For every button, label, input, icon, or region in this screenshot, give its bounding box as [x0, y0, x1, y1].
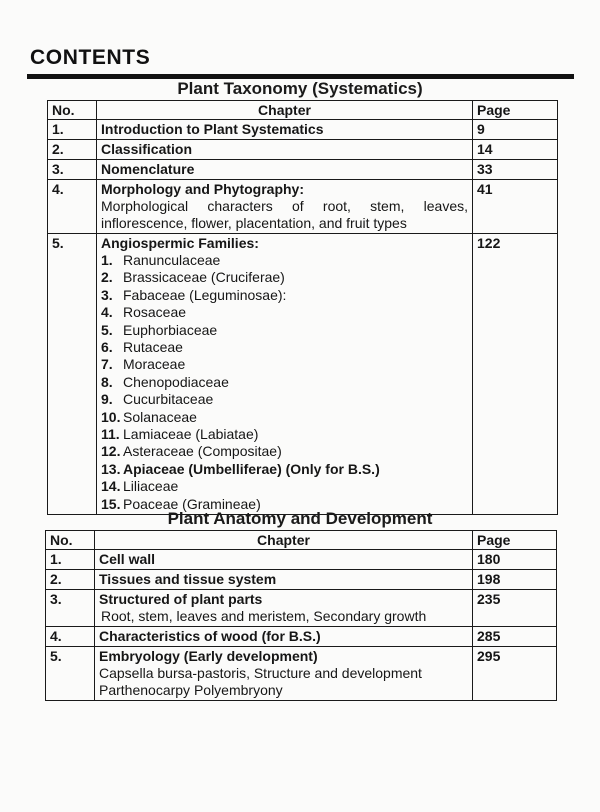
table-row: [46, 647, 557, 701]
column-header-page: Page: [473, 531, 557, 550]
chapter-cell: [95, 590, 473, 627]
chapter-description: Root, stem, leaves and meristem, Secondary growth: [101, 608, 427, 624]
chapter-cell: [97, 180, 473, 234]
family-list-item: [101, 287, 468, 304]
family-name: Lamiaceae (Labiatae): [123, 426, 259, 443]
table-row: [46, 570, 557, 590]
family-list-item: [101, 356, 468, 373]
chapter-number: 2.: [48, 140, 97, 160]
family-name: Asteraceae (Compositae): [123, 443, 282, 460]
family-name: Cucurbitaceae: [123, 391, 214, 408]
family-name: Chenopodiaceae: [123, 373, 229, 390]
chapter-page: 33: [473, 160, 558, 180]
chapter-title: Embryology (Early development): [99, 648, 318, 664]
family-list-item: [101, 443, 468, 460]
chapter-number: 5.: [46, 647, 95, 701]
chapter-number: 1.: [48, 120, 97, 140]
family-name: Poaceae (Gramineae): [123, 495, 261, 512]
chapter-page: 14: [473, 140, 558, 160]
chapter-page: 41: [473, 180, 558, 234]
family-name: Rosaceae: [123, 304, 187, 321]
chapter-number: 2.: [46, 570, 95, 590]
chapter-title: Characteristics of wood (for B.S.): [95, 627, 473, 647]
chapter-title: Morphology and Phytography:: [101, 181, 304, 197]
chapter-description: Capsella bursa-pastoris, Structure and development: [99, 665, 422, 681]
chapter-page: 122: [473, 234, 558, 515]
family-name: Liliaceae: [123, 478, 179, 495]
family-number: 3.: [101, 286, 113, 303]
chapter-number: 1.: [46, 550, 95, 570]
chapter-page: 285: [473, 627, 557, 647]
column-header-no: No.: [46, 531, 95, 550]
family-number: 11.: [101, 426, 120, 443]
family-list-item: [101, 478, 468, 495]
table-header-row: [48, 101, 558, 120]
table-row: [48, 160, 558, 180]
chapter-page: 235: [473, 590, 557, 627]
family-number: 7.: [101, 356, 113, 373]
family-name: Euphorbiaceae: [123, 321, 218, 338]
chapter-description: Morphological characters of root, stem, leaves, inflorescence, flower, placentation, and fruit types: [101, 198, 468, 231]
column-header-chapter: Chapter: [95, 531, 473, 550]
table-header-row: [46, 531, 557, 550]
family-number: 4.: [101, 304, 113, 321]
family-number: 2.: [101, 269, 113, 286]
family-name: Apiaceae (Umbelliferae) (Only for B.S.): [123, 460, 380, 477]
chapter-cell: [95, 647, 473, 701]
table-row: [46, 627, 557, 647]
family-list-item: [101, 461, 468, 478]
chapter-title: Nomenclature: [97, 160, 473, 180]
table-row: [48, 120, 558, 140]
family-list-item: [101, 409, 468, 426]
chapter-title: Introduction to Plant Systematics: [97, 120, 473, 140]
table-row: [46, 590, 557, 627]
chapter-page: 9: [473, 120, 558, 140]
family-list-item: [101, 322, 468, 339]
family-list-item: [101, 269, 468, 286]
chapter-number: 5.: [48, 234, 97, 515]
page-heading: CONTENTS: [30, 46, 151, 69]
family-list-item: [101, 339, 468, 356]
chapter-page: 198: [473, 570, 557, 590]
section-title-plant-taxonomy: Plant Taxonomy (Systematics): [177, 79, 423, 98]
family-name: Fabaceae (Leguminosae):: [123, 286, 287, 303]
family-name: Solanaceae: [123, 408, 197, 425]
contents-table-plant-anatomy: [45, 530, 557, 701]
chapter-number: 3.: [48, 160, 97, 180]
family-name: Rutaceae: [123, 339, 183, 356]
column-header-no: No.: [48, 101, 97, 120]
chapter-number: 4.: [46, 627, 95, 647]
table-row: [48, 180, 558, 234]
chapter-title: Classification: [97, 140, 473, 160]
chapter-page: 295: [473, 647, 557, 701]
column-header-chapter: Chapter: [97, 101, 473, 120]
family-name: Brassicaceae (Cruciferae): [123, 269, 285, 286]
family-list-item: [101, 252, 468, 269]
chapter-title: Tissues and tissue system: [95, 570, 473, 590]
family-number: 1.: [101, 252, 113, 268]
chapter-title: Structured of plant parts: [99, 591, 263, 607]
contents-table-plant-taxonomy: [47, 100, 558, 515]
chapter-title: Cell wall: [95, 550, 473, 570]
family-list-item: [101, 304, 468, 321]
family-number: 6.: [101, 339, 113, 356]
section-title-plant-anatomy: Plant Anatomy and Development: [167, 509, 433, 528]
chapter-page: 180: [473, 550, 557, 570]
chapter-description-line-2: Parthenocarpy Polyembryony: [99, 682, 283, 698]
table-row: [46, 550, 557, 570]
family-list: [101, 252, 468, 513]
column-header-page: Page: [473, 101, 558, 120]
chapter-cell: [97, 234, 473, 515]
family-number: 8.: [101, 373, 113, 390]
family-list-item: [101, 374, 468, 391]
chapter-number: 4.: [48, 180, 97, 234]
chapter-title: Angiospermic Families:: [101, 235, 259, 251]
family-number: 15.: [101, 495, 121, 512]
family-number: 9.: [101, 391, 113, 408]
family-list-item: [101, 391, 468, 408]
table-row: [48, 140, 558, 160]
family-list-item: [101, 426, 468, 443]
chapter-number: 3.: [46, 590, 95, 627]
family-name: Ranunculaceae: [123, 252, 221, 268]
family-number: 14.: [101, 478, 121, 495]
family-number: 12.: [101, 443, 121, 460]
family-number: 5.: [101, 321, 113, 338]
family-number: 13.: [101, 460, 121, 477]
table-row: [48, 234, 558, 515]
family-name: Moraceae: [123, 356, 186, 373]
family-number: 10.: [101, 408, 121, 425]
